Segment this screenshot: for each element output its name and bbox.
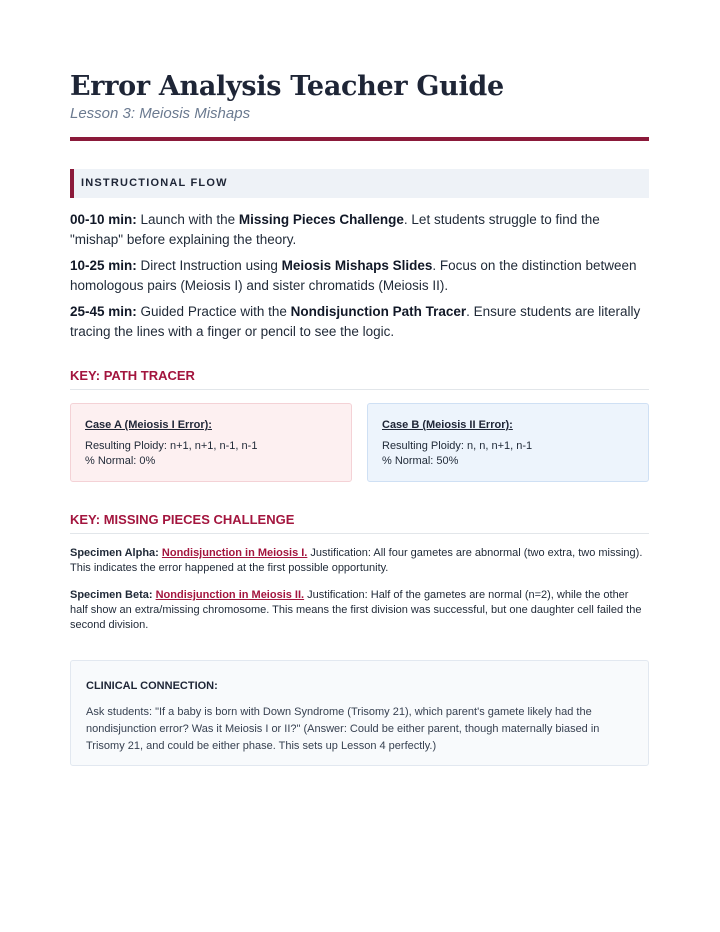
case-ploidy: Resulting Ploidy: n, n, n+1, n-1 bbox=[382, 440, 533, 452]
specimen-justification: Justification: Half of the gametes are normal (n=2), while the other half show an extra/missing chromosome. This means the first division was successful, but one daughter cell failed the second division. bbox=[70, 589, 642, 631]
specimen-answer-link[interactable]: Nondisjunction in Meiosis I. bbox=[161, 547, 308, 559]
case-a-card bbox=[70, 403, 352, 482]
header-divider bbox=[70, 137, 649, 141]
case-b-card bbox=[367, 403, 649, 482]
flow-text: . Focus on the distinction between homologous pairs (Meiosis I) and sister chromatids (Meiosis II). bbox=[70, 258, 637, 293]
instructional-flow-banner bbox=[70, 169, 649, 198]
flow-item bbox=[70, 256, 649, 296]
clinical-connection-box bbox=[70, 660, 649, 766]
page-subtitle: Lesson 3: Meiosis Mishaps bbox=[70, 105, 251, 122]
case-ploidy: Resulting Ploidy: n+1, n+1, n-1, n-1 bbox=[85, 440, 258, 452]
instructional-flow-heading: INSTRUCTIONAL FLOW bbox=[81, 177, 228, 189]
case-title: Case A (Meiosis I Error): bbox=[85, 419, 212, 431]
flow-item bbox=[70, 302, 649, 342]
flow-activity: Meiosis Mishaps Slides bbox=[281, 258, 433, 273]
flow-item bbox=[70, 210, 649, 250]
clinical-title: CLINICAL CONNECTION: bbox=[86, 680, 218, 692]
specimen-answer-link[interactable]: Nondisjunction in Meiosis II. bbox=[155, 589, 305, 601]
flow-text: . Ensure students are literally tracing the lines with a finger or pencil to see the logic. bbox=[70, 304, 641, 339]
flow-time: 00-10 min: bbox=[70, 212, 137, 227]
case-normal: % Normal: 50% bbox=[382, 455, 459, 467]
flow-text: Guided Practice with the bbox=[136, 304, 291, 319]
flow-activity: Nondisjunction Path Tracer bbox=[290, 304, 467, 319]
specimen-label: Specimen Alpha: bbox=[70, 547, 159, 559]
flow-text: . Let students struggle to find the "mishap" before explaining the theory. bbox=[70, 212, 600, 247]
page-title: Error Analysis Teacher Guide bbox=[70, 71, 504, 102]
case-title: Case B (Meiosis II Error): bbox=[382, 419, 513, 431]
flow-text: Direct Instruction using bbox=[136, 258, 282, 273]
flow-activity: Missing Pieces Challenge bbox=[238, 212, 404, 227]
guide-header bbox=[70, 70, 649, 122]
case-normal: % Normal: 0% bbox=[85, 455, 156, 467]
clinical-body: Ask students: "If a baby is born with Down Syndrome (Trisomy 21), which parent's gamete likely had the nondisjunction error? Was it Meiosis I or II?" (Answer: Could be either parent, though maternally biased in Trisomy 21, and could be either phase. This sets up Lesson 4 perfectly.) bbox=[86, 706, 600, 752]
specimen-alpha bbox=[70, 546, 649, 576]
specimen-beta bbox=[70, 588, 649, 633]
flow-text: Launch with the bbox=[136, 212, 239, 227]
flow-time: 25-45 min: bbox=[70, 304, 137, 319]
path-tracer-heading: KEY: PATH TRACER bbox=[70, 368, 649, 390]
flow-time: 10-25 min: bbox=[70, 258, 137, 273]
specimen-justification: Justification: All four gametes are abnormal (two extra, two missing). This indicates the error happened at the first possible opportunity. bbox=[70, 547, 643, 574]
specimen-label: Specimen Beta: bbox=[70, 589, 153, 601]
missing-pieces-heading: KEY: MISSING PIECES CHALLENGE bbox=[70, 512, 649, 534]
